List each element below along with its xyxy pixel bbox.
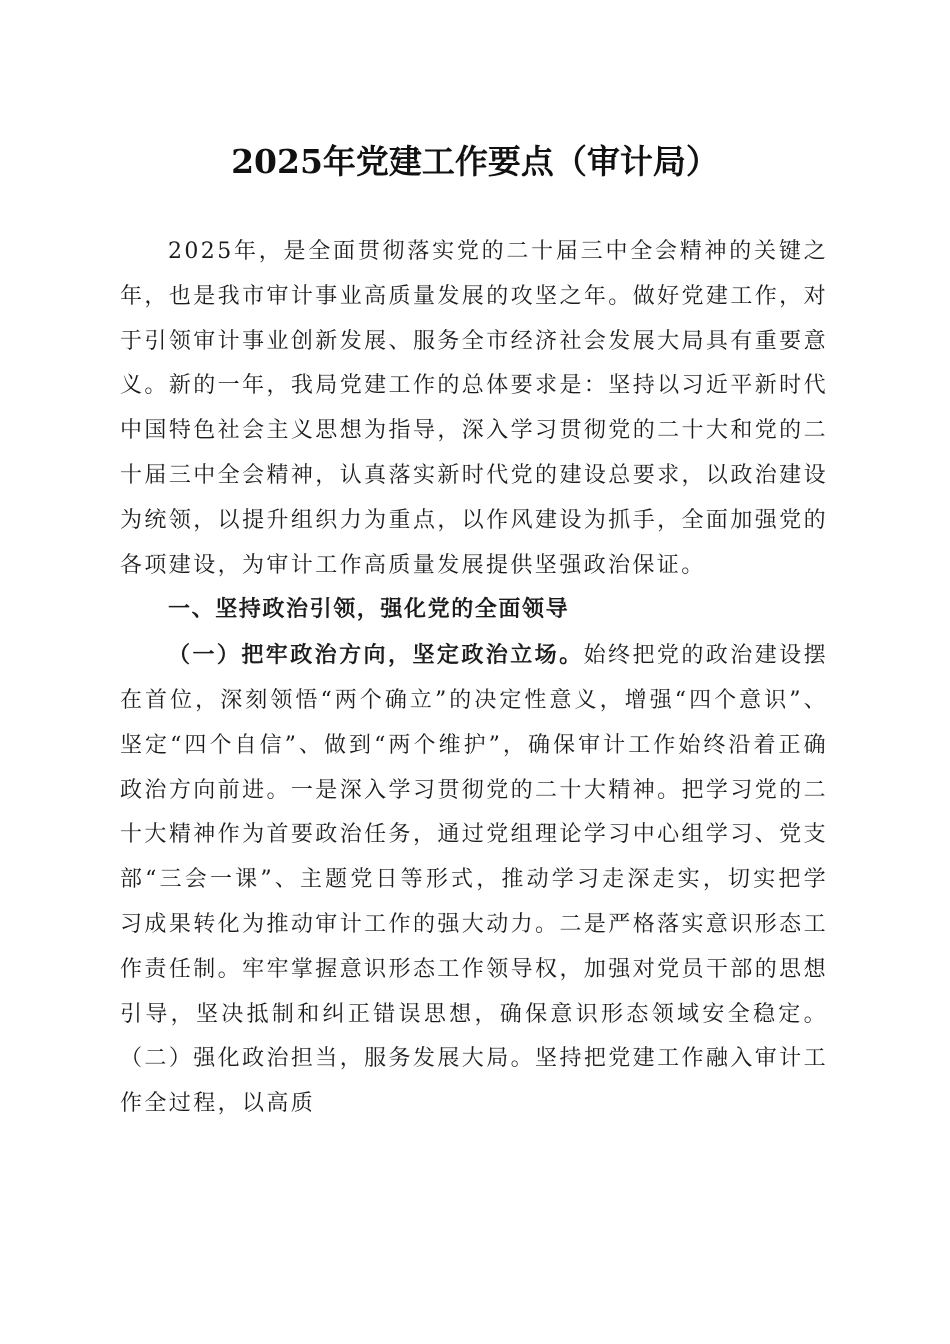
subsection-title: （一）把牢政治方向，坚定政治立场。 <box>168 642 584 669</box>
subsection-text: 始终把党的政治建设摆在首位，深刻领悟“两个确立”的决定性意义，增强“四个意识”、坚定“四个自信”、做到“两个维护”，确保审计工作始终沿着正确政治方向前进。一是深入学习贯彻党的二十大精神。把学习党的二十大精神作为首要政治任务，通过党组理论学习中心组学习、党支部“三会一课”、主题党日等形式，推动学习走深走实，切实把学习成果转化为推动审计工作的强大动力。二是严格落实意识形态工作责任制。牢牢掌握意识形态工作领导权，加强对党员干部的思想引导，坚决抵制和纠正错误思想，确保意识形态领域安全稳定。 <box>120 643 828 1027</box>
section-heading: 一、坚持政治引领，强化党的全面领导 <box>168 597 570 623</box>
section-paragraph <box>120 633 828 1127</box>
document-body <box>120 230 828 1127</box>
page-title: 2025年党建工作要点（审计局） <box>231 142 719 181</box>
subsection-title: （二）强化政治担当，服务发展大局。 <box>120 1046 536 1072</box>
intro-paragraph: 2025年，是全面贯彻落实党的二十届三中全会精神的关键之年，也是我市审计事业高质量发展的攻坚之年。做好党建工作，对于引领审计事业创新发展、服务全市经济社会发展大局具有重要意义。新的一年，我局党建工作的总体要求是：坚持以习近平新时代中国特色社会主义思想为指导，深入学习贯彻党的二十大和党的二十届三中全会精神，认真落实新时代党的建设总要求，以政治建设为统领，以提升组织力为重点，以作风建设为抓手，全面加强党的各项建设，为审计工作高质量发展提供坚强政治保证。 <box>120 239 828 578</box>
subsection-text: 坚持把党建工作融入审计工作全过程，以高质 <box>120 1046 828 1117</box>
